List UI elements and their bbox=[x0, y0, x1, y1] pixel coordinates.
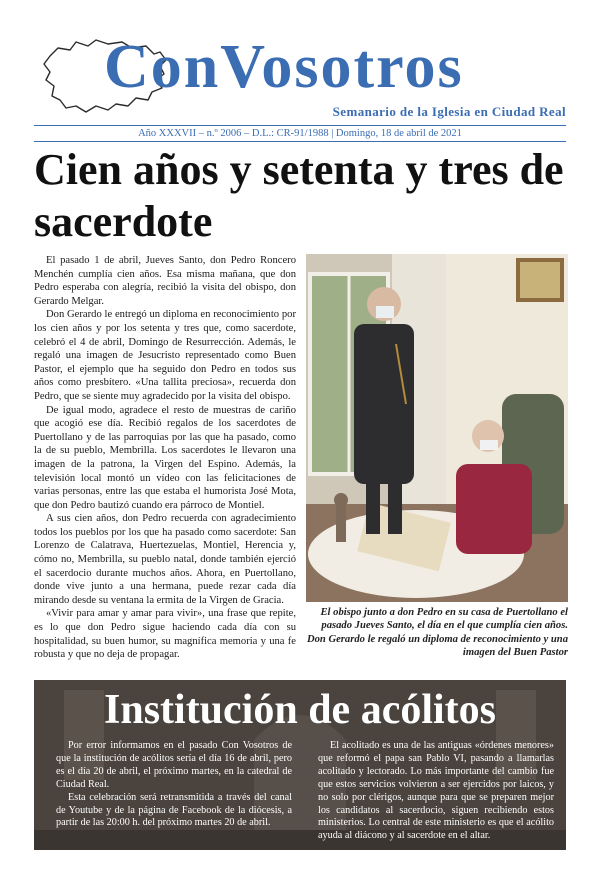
article-paragraph: «Vivir para amar y amar para vivir», una frase que repite, es lo que don Pedro sigue haciendo cada día con su hospitalidad, su buen humor, su magnífica memoria y una fe robusta y que no deja de propagar. bbox=[34, 608, 296, 661]
acolitos-paragraph: El acolitado es una de las antiguas «órdenes menores» que reformó el papa san Pablo VI, pasando a llamarlas acolitado y lectorado. Lo más importante del cambio fue que estos servicios volvieron a ser ejercidos por laicos, y no solo por clérigos, aunque para que se preparen mejor los candidatos al sacerdocio, siguen recibiendo estos ministerios. Lo central de este ministerio es que el acólito ayuda al diácono y al sacerdote en el altar. bbox=[318, 740, 554, 842]
article-paragraph: A sus cien años, don Pedro recuerda con agradecimiento todos los pueblos por los que ha pasado como sacerdote: San Lorenzo de Calatrava, Huertezuelas, Montiel, Herencia y, cómo no, Membrilla, su pueblo natal, donde también ejerció el sacerdocio durante muchos años. Ahora, en Puertollano, donde vive junto a una hermana, puede rezar cada día mirando desde su ventana la ermita de la Virgen de Gracia. bbox=[34, 513, 296, 606]
acolitos-paragraph: Esta celebración será retransmitida a través del canal de Youtube y de la página de Facebook de la diócesis, a partir de las 20:00 h. del próximo martes 20 de abril. bbox=[56, 791, 292, 829]
article-paragraph: Don Gerardo le entregó un diploma en reconocimiento por los cien años y por los setenta y tres que, como sacerdote, celebró el 4 de abril, Domingo de Resurrección. Además, le regaló una imagen de Jesucristo representado como Buen Pastor, el ejemplo que ha seguido don Pedro en todos sus años como presbítero. «Una tallita preciosa», recuerda don Pedro, que se siente muy agradecido por la visita del obispo. bbox=[34, 309, 296, 402]
masthead-logo: ConVosotros bbox=[104, 33, 464, 101]
masthead-tagline: Semanario de la Iglesia en Ciudad Real bbox=[332, 104, 566, 119]
masthead bbox=[30, 28, 574, 128]
article-paragraph: El pasado 1 de abril, Jueves Santo, don Pedro Roncero Menchén cumplía cien años. Esa misma mañana, que don Pedro esperaba con alegría, recibió la visita del obispo, don Gerardo Melgar. bbox=[34, 255, 296, 307]
masthead-rule-top bbox=[34, 125, 566, 126]
article-body bbox=[34, 254, 296, 662]
article-headline: Cien años y setenta y tres de sacerdote bbox=[34, 145, 564, 246]
acolitos-title: Institución de acólitos bbox=[103, 687, 497, 733]
acolitos-banner bbox=[34, 680, 566, 850]
article-photo bbox=[306, 254, 568, 602]
acolitos-right-column bbox=[318, 740, 554, 843]
acolitos-left-column bbox=[56, 740, 292, 830]
article-paragraph: De igual modo, agradece el resto de muestras de cariño que acogió ese día. Recibió regalos de los sacerdotes de Puertollano y de las parroquias por las que ha pasado, como la de su pueblo, Membrilla. Los sacerdotes le llevaron una imagen de la patrona, la Virgen del Espino. Además, la televisión local montó un vídeo con las felicitaciones de varias personas, entre las que estaba el humorista José Mota, que don Pedro bautizó cuando era párroco de Montiel. bbox=[34, 404, 296, 511]
issue-line: Año XXXVII – n.º 2006 – D.L.: CR-91/1988 | Domingo, 18 de abril de 2021 bbox=[138, 128, 462, 139]
acolitos-paragraph: Por error informamos en el pasado Con Vosotros de que la institución de acólitos sería el día 16 de abril, pero es el día 20 de abril, el próximo martes, en la catedral de Ciudad Real. bbox=[56, 740, 292, 790]
photo-caption: El obispo junto a don Pedro en su casa de Puertollano el pasado Jueves Santo, el día en el que cumplía cien años. Don Gerardo le regaló un diploma de reconocimiento y una imagen del Buen Pastor bbox=[306, 607, 568, 659]
masthead-rule-bottom bbox=[34, 141, 566, 142]
